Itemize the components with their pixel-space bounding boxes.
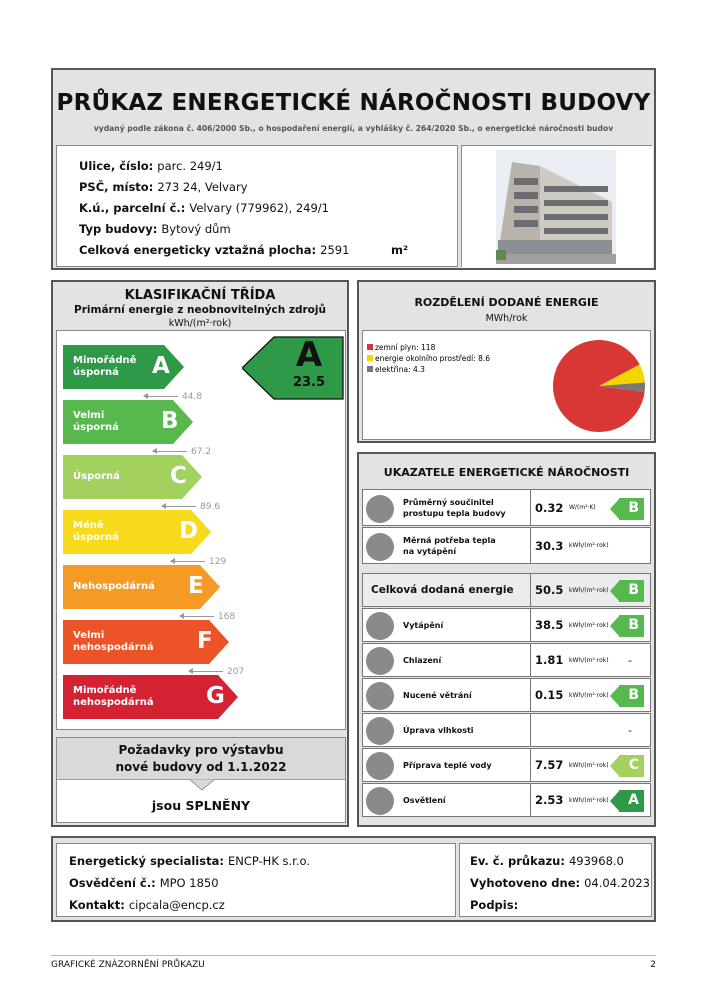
indicator-name: Průměrný součinitel prostupu tepla budovy (403, 497, 506, 518)
distribution-pie-chart (363, 331, 652, 441)
specialist-row: Energetický specialista: ENCP-HK s.r.o. (69, 854, 310, 868)
bottom-divider (51, 955, 656, 956)
energy-distribution-panel (357, 280, 656, 443)
legend-swatch (367, 355, 373, 361)
class-label: Úsporná (73, 471, 120, 482)
faucet-icon (366, 752, 394, 780)
contact-row: Kontakt: cipcala@encp.cz (69, 898, 225, 912)
fan-icon (366, 682, 394, 710)
building-info-box (56, 145, 458, 267)
requirements-line2: nové budovy od 1.1.2022 (115, 760, 287, 774)
class-label: Mimořádně úsporná (73, 355, 137, 378)
indicator-name: Příprava teplé vody (403, 760, 492, 770)
legend-swatch (367, 344, 373, 350)
street-row: Ulice, číslo: parc. 249/1 (79, 159, 223, 173)
thermometer-plus-icon (366, 612, 394, 640)
class-letter: G (206, 683, 225, 709)
indicator-row (362, 713, 651, 747)
thermometer-minus-icon (366, 647, 394, 675)
indicator-row (362, 643, 651, 677)
class-label: Velmi úsporná (73, 410, 119, 433)
indicator-value: 30.3 (535, 538, 564, 553)
legend-entry: elektřina: 4.3 (375, 365, 425, 374)
requirements-pointer (189, 779, 215, 791)
class-letter: E (188, 573, 204, 599)
indicator-name: Vytápění (403, 620, 444, 630)
classification-title: KLASIFIKAČNÍ TŘÍDA (124, 288, 276, 303)
header-panel (51, 68, 656, 270)
indicator-value: 50.5 (535, 583, 564, 597)
indicator-row (362, 678, 651, 712)
page-number: 2 (650, 960, 656, 970)
class-limit: 168 (180, 612, 235, 622)
distribution-title: ROZDĚLENÍ DODANÉ ENERGIE (414, 296, 599, 309)
classification-scale (56, 330, 346, 730)
record-box (459, 843, 652, 917)
indicator-row (362, 783, 651, 817)
indicators-panel (357, 452, 656, 827)
grade-badge: B (610, 615, 644, 637)
psc-row: PSČ, místo: 273 24, Velvary (79, 180, 248, 194)
house-icon (366, 495, 394, 523)
class-letter: B (161, 408, 179, 434)
indicator-unit: kWh/(m²·rok) (569, 796, 609, 804)
distribution-unit: MWh/rok (485, 313, 528, 324)
certificate-row: Osvědčení č.: MPO 1850 (69, 876, 219, 890)
type-row: Typ budovy: Bytový dům (79, 222, 231, 236)
indicator-name: Nucené větrání (403, 690, 472, 700)
indicator-value: 7.57 (535, 758, 564, 772)
indicator-unit: W/(m²·K) (569, 504, 596, 511)
requirements-box (56, 737, 346, 823)
class-letter: A (152, 353, 170, 379)
indicator-unit: kWh/(m²·rok) (569, 761, 609, 769)
indicator-unit: kWh/(m²·rok) (569, 691, 609, 699)
indicator-value: 2.53 (535, 793, 564, 807)
indicator-value: 0.32 (535, 500, 564, 515)
class-limit: 44.8 (144, 392, 202, 402)
indicator-unit: kWh/(m²·rok) (569, 656, 609, 664)
indicator-unit: kWh/(m²·rok) (569, 586, 609, 594)
class-label: Mimořádně nehospodárná (73, 685, 154, 708)
specialist-box (56, 843, 456, 917)
class-label: Velmi nehospodárná (73, 630, 154, 653)
indicator-value: 0.15 (535, 688, 564, 702)
indicator-row (362, 748, 651, 782)
indicator-name: Celková dodaná energie (371, 583, 514, 596)
classification-unit: kWh/(m²·rok) (168, 318, 232, 329)
indicator-row (362, 489, 651, 526)
result-value: 23.5 (292, 375, 326, 390)
grade-badge: B (610, 685, 644, 707)
distribution-chart-box (362, 330, 651, 440)
heat-waves-icon (366, 533, 394, 561)
indicator-value: 1.81 (535, 653, 564, 667)
indicator-unit: kWh/(m²·rok) (569, 621, 609, 629)
footer-panel (51, 836, 656, 922)
building-photo (462, 146, 653, 268)
class-letter: D (179, 518, 199, 544)
class-limit: 207 (189, 667, 244, 677)
ku-row: K.ú., parcelní č.: Velvary (779962), 249/1 (79, 201, 329, 215)
indicator-unit: kWh/(m²·rok) (569, 542, 609, 549)
record-number-row: Ev. č. průkazu: 493968.0 (470, 854, 624, 868)
classification-panel (51, 280, 349, 827)
indicator-name: Osvětlení (403, 795, 446, 805)
grade-badge: C (610, 755, 644, 777)
grade-badge: B (610, 498, 644, 520)
class-label: Nehospodárná (73, 581, 155, 592)
signature-row: Podpis: (470, 898, 519, 912)
result-letter: A (295, 335, 323, 375)
legend-swatch (367, 366, 373, 372)
light-bulb-icon (366, 787, 394, 815)
bottom-caption: GRAFICKÉ ZNÁZORNĚNÍ PRŮKAZU (51, 960, 205, 970)
indicator-row (362, 527, 651, 564)
grade-badge: A (610, 790, 644, 812)
indicator-name: Úprava vlhkosti (403, 725, 474, 735)
requirements-status: jsou SPLNĚNY (151, 798, 251, 813)
indicator-row (362, 608, 651, 642)
class-letter: F (197, 628, 213, 654)
class-limit: 67.2 (153, 447, 211, 457)
class-limit: 89.6 (162, 502, 220, 512)
indicators-title: UKAZATELE ENERGETICKÉ NÁROČNOSTI (383, 466, 630, 479)
building-photo-box (461, 145, 652, 267)
indicator-row (362, 573, 651, 607)
class-letter: C (170, 463, 187, 489)
page-subtitle: vydaný podle zákona č. 406/2000 Sb., o hospodaření energií, a vyhlášky č. 264/2020 Sb., o energetické náročnosti budov (93, 124, 614, 133)
area-row: Celková energeticky vztažná plocha: 2591 m² (79, 243, 409, 257)
class-label: Méně úsporná (73, 520, 119, 543)
classification-subtitle: Primární energie z neobnovitelných zdrojů (74, 304, 326, 316)
humidity-icon (366, 717, 394, 745)
grade-dash: - (628, 653, 632, 667)
indicator-value: 38.5 (535, 618, 564, 632)
legend-entry: energie okolního prostředí: 8.6 (375, 354, 491, 363)
page-title: PRŮKAZ ENERGETICKÉ NÁROČNOSTI BUDOVY (56, 90, 651, 116)
grade-badge: B (610, 580, 644, 602)
indicator-name: Měrná potřeba tepla na vytápění (403, 535, 496, 556)
issue-date-row: Vyhotoveno dne: 04.04.2023 (470, 876, 650, 890)
class-limit: 129 (171, 557, 226, 567)
indicator-name: Chlazení (403, 655, 442, 665)
legend-entry: zemní plyn: 118 (375, 343, 436, 352)
grade-dash: - (628, 723, 632, 737)
requirements-line1: Požadavky pro výstavbu (118, 743, 284, 757)
